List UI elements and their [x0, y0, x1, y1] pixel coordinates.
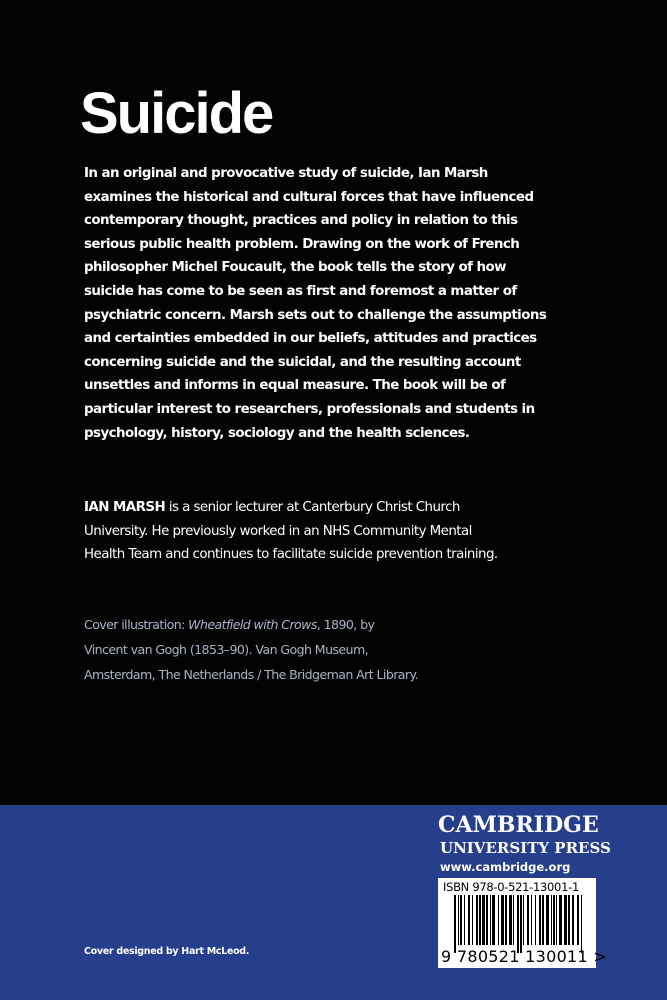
barcode-bar [523, 895, 524, 945]
barcode-bar [527, 895, 529, 945]
publisher-name: CAMBRIDGE [438, 812, 599, 838]
barcode-bar [542, 895, 544, 945]
barcode-bar [520, 895, 522, 953]
barcode-bar [486, 895, 488, 945]
blurb-line: and certainties embedded in our beliefs, attitudes and practices [84, 331, 537, 347]
barcode-bar [535, 895, 536, 945]
barcode-bar [498, 895, 499, 945]
blurb-line: examines the historical and cultural forces that have influenced [84, 189, 534, 205]
barcode-bar [468, 895, 470, 945]
barcode-bar [505, 895, 507, 945]
barcode-bar [581, 895, 582, 953]
blurb-line: unsettles and informs in equal measure. The book will be of [84, 378, 506, 394]
barcode-bar [501, 895, 504, 945]
caption-prefix: Cover illustration: [84, 617, 189, 632]
blurb-line: In an original and provocative study of suicide, Ian Marsh [84, 166, 488, 181]
caption-line: Amsterdam, The Netherlands / The Bridgeman Art Library. [84, 667, 418, 682]
isbn-barcode [438, 878, 608, 968]
barcode-bar [472, 895, 473, 945]
cover-illustration-credit [84, 612, 418, 687]
blurb-line: concerning suicide and the suicidal, and the resulting account [84, 354, 521, 370]
barcode-bar [479, 895, 481, 945]
barcode-bar [564, 895, 567, 945]
bio-text: is a senior lecturer at Canterbury Christ Church [165, 500, 460, 515]
barcode-bar [551, 895, 552, 945]
caption-line [84, 612, 418, 637]
blurb-line: psychology, history, sociology and the health sciences. [84, 425, 470, 441]
bio-line: Health Team and continues to facilitate suicide prevention training. [84, 547, 498, 563]
barcode-bar [546, 895, 549, 945]
blurb-line: serious public health problem. Drawing on the work of French [84, 236, 520, 252]
barcode-bar [559, 895, 562, 945]
author-bio [84, 496, 498, 567]
barcode-bar [482, 895, 485, 945]
barcode-bar [539, 895, 541, 945]
book-title: Suicide [80, 81, 273, 146]
publisher-url: www.cambridge.org [440, 860, 571, 874]
barcode-bar [509, 895, 512, 945]
cover-designer-credit: Cover designed by Hart McLeod. [84, 946, 250, 957]
barcode-bar [490, 895, 491, 945]
barcode-icon [454, 895, 584, 953]
blurb-line: philosopher Michel Foucault, the book tells the story of how [84, 260, 506, 276]
barcode-bar [464, 895, 465, 945]
barcode-bar [553, 895, 555, 945]
publisher-subtitle: UNIVERSITY PRESS [440, 839, 611, 857]
barcode-bar [513, 895, 514, 945]
author-name: IAN MARSH [84, 500, 166, 515]
blurb-line: contemporary thought, practices and policy in relation to this [84, 213, 518, 229]
barcode-bar [454, 895, 456, 953]
blurb-line: suicide has come to be seen as first and foremost a matter of [84, 283, 517, 299]
caption-text: , 1890, by [316, 617, 375, 632]
barcode-bar [572, 895, 574, 945]
blurb [84, 162, 546, 445]
barcode-bar [460, 895, 462, 945]
artwork-title: Wheatfield with Crows [188, 617, 317, 632]
barcode-digits: 9 780521 130011 > [441, 947, 608, 966]
barcode-bar [568, 895, 570, 945]
publisher-logo [438, 812, 611, 876]
barcode-bar [577, 895, 579, 945]
isbn-label: ISBN 978-0-521-13001-1 [443, 880, 579, 894]
barcode-bar [531, 895, 532, 945]
bio-line: University. He previously worked in an NHS Community Mental [84, 523, 472, 539]
barcode-bar [476, 895, 478, 945]
barcode-bar [458, 895, 459, 945]
blurb-line: psychiatric concern. Marsh sets out to challenge the assumptions [84, 307, 547, 323]
caption-line: Vincent van Gogh (1853–90). Van Gogh Museum, [84, 642, 369, 657]
blurb-line: particular interest to researchers, professionals and students in [84, 401, 535, 417]
barcode-bar [556, 895, 557, 945]
barcode-bar [517, 895, 519, 953]
barcode-bar [492, 895, 495, 945]
bio-line [84, 496, 498, 520]
